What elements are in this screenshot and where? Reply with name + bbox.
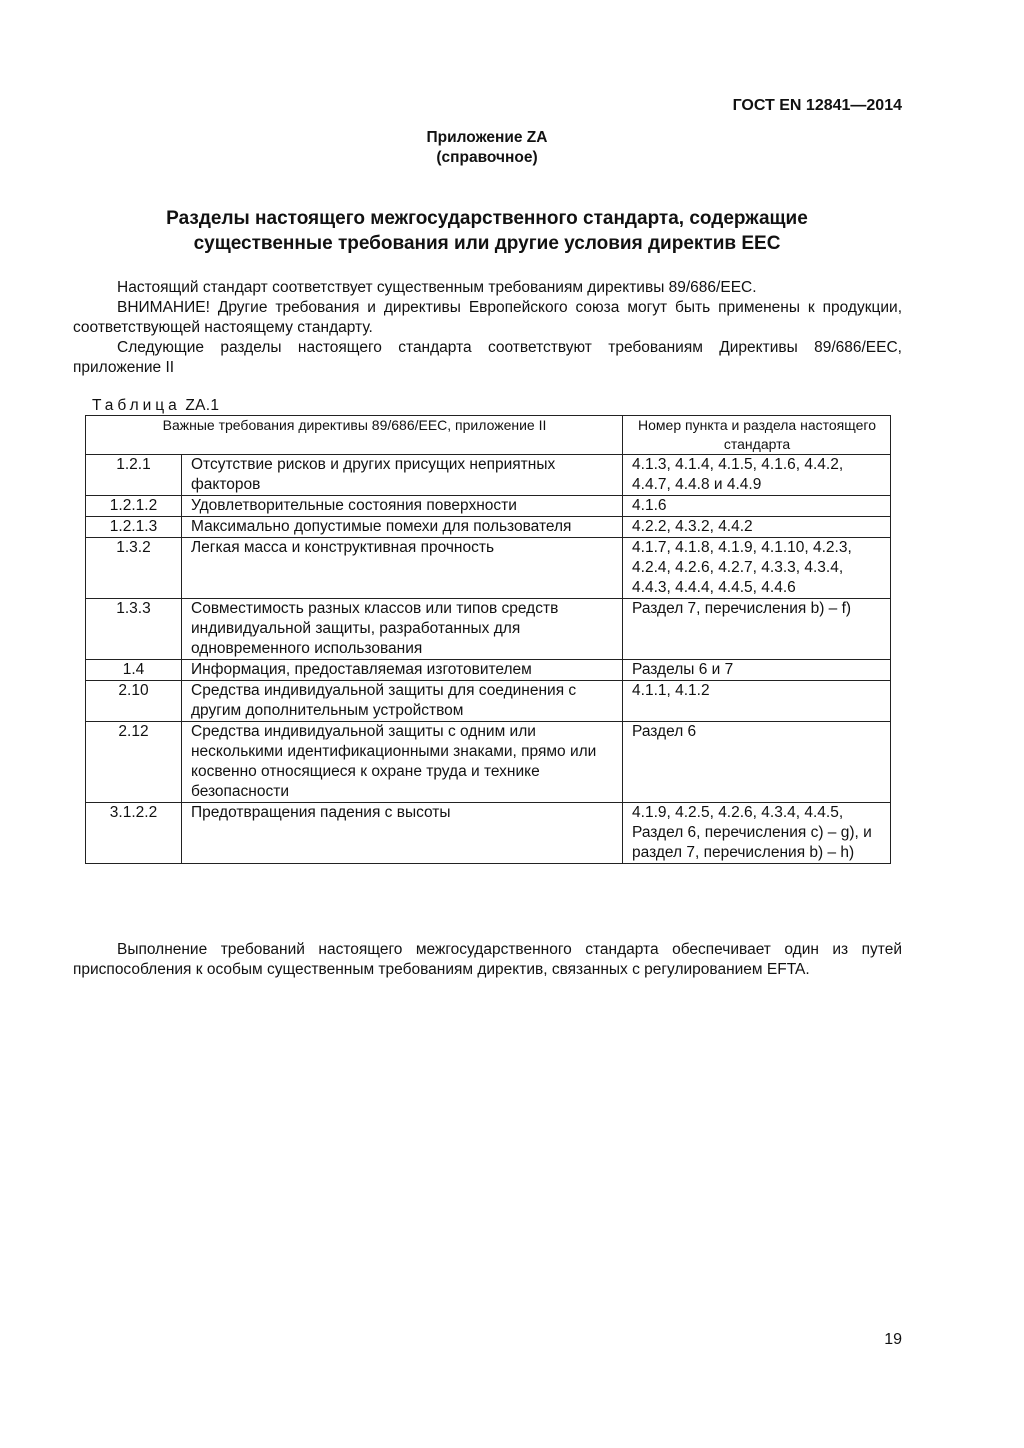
row-number: 3.1.2.2	[86, 803, 182, 864]
table-row	[86, 722, 891, 803]
row-clauses: Разделы 6 и 7	[623, 660, 891, 681]
page-title-line-1: Разделы настоящего межгосударственного стандарта, содержащие	[166, 208, 808, 229]
row-requirement: Средства индивидуальной защиты для соединения с другим дополнительным устройством	[182, 681, 623, 722]
row-clauses: 4.1.7, 4.1.8, 4.1.9, 4.1.10, 4.2.3, 4.2.4, 4.2.6, 4.2.7, 4.3.3, 4.3.4, 4.4.3, 4.4.4, 4.4.5, 4.4.6	[623, 538, 891, 599]
table-row	[86, 803, 891, 864]
table-row	[86, 538, 891, 599]
page-title-line-2: существенные требования или другие условия директив ЕЕС	[193, 233, 781, 254]
row-requirement: Максимально допустимые помехи для пользователя	[182, 517, 623, 538]
table-header-row	[86, 416, 891, 455]
table-row	[86, 496, 891, 517]
row-clauses: 4.1.6	[623, 496, 891, 517]
row-number: 2.12	[86, 722, 182, 803]
row-number: 2.10	[86, 681, 182, 722]
row-clauses: Раздел 7, перечисления b) – f)	[623, 599, 891, 660]
annex-kind: (справочное)	[436, 149, 538, 166]
row-clauses: 4.2.2, 4.3.2, 4.4.2	[623, 517, 891, 538]
document-code: ГОСТ EN 12841—2014	[732, 97, 902, 114]
row-number: 1.2.1	[86, 455, 182, 496]
header-clauses: Номер пункта и раздела настоящего стандарта	[623, 416, 891, 455]
table-caption-word: Таблица	[92, 397, 181, 414]
row-requirement: Информация, предоставляемая изготовителем	[182, 660, 623, 681]
conclusion-text	[73, 940, 902, 980]
table-caption-id: ZA.1	[185, 397, 220, 414]
table-row	[86, 599, 891, 660]
annex-title: Приложение ZA	[426, 129, 548, 146]
table-row	[86, 660, 891, 681]
row-number: 1.4	[86, 660, 182, 681]
conclusion-paragraph: Выполнение требований настоящего межгосударственного стандарта обеспечивает один из путей приспособления к особым существенным требованиям директив, связанных с регулированием EFTA.	[73, 941, 902, 978]
table-row	[86, 517, 891, 538]
table-caption	[92, 397, 219, 415]
intro-text	[73, 278, 902, 378]
row-requirement: Удовлетворительные состояния поверхности	[182, 496, 623, 517]
row-clauses: Раздел 6	[623, 722, 891, 803]
requirements-table	[85, 415, 891, 864]
row-number: 1.3.3	[86, 599, 182, 660]
row-requirement: Совместимость разных классов или типов средств индивидуальной защиты, разработанных для одновременного использования	[182, 599, 623, 660]
row-requirement: Легкая масса и конструктивная прочность	[182, 538, 623, 599]
intro-paragraph-2: ВНИМАНИЕ! Другие требования и директивы Европейского союза могут быть применены к продукции, соответствующей настоящему стандарту.	[73, 299, 902, 336]
row-number: 1.2.1.2	[86, 496, 182, 517]
page-title	[0, 206, 974, 256]
row-clauses: 4.1.1, 4.1.2	[623, 681, 891, 722]
row-clauses: 4.1.9, 4.2.5, 4.2.6, 4.3.4, 4.4.5, Раздел 6, перечисления с) – g), и раздел 7, перечисления b) – h)	[623, 803, 891, 864]
annex-heading	[0, 128, 974, 168]
row-requirement: Предотвращения падения с высоты	[182, 803, 623, 864]
header-requirements: Важные требования директивы 89/686/ЕЕС, приложение II	[86, 416, 623, 455]
row-number: 1.2.1.3	[86, 517, 182, 538]
table-row	[86, 681, 891, 722]
page-number: 19	[884, 1331, 902, 1348]
intro-paragraph-1: Настоящий стандарт соответствует существенным требованиям директивы 89/686/ЕЕС.	[117, 279, 757, 296]
table-row	[86, 455, 891, 496]
row-number: 1.3.2	[86, 538, 182, 599]
row-requirement: Отсутствие рисков и других присущих неприятных факторов	[182, 455, 623, 496]
row-clauses: 4.1.3, 4.1.4, 4.1.5, 4.1.6, 4.4.2, 4.4.7, 4.4.8 и 4.4.9	[623, 455, 891, 496]
row-requirement: Средства индивидуальной защиты с одним или несколькими идентификационными знаками, прямо или косвенно относящиеся к охране труда и технике безопасности	[182, 722, 623, 803]
intro-paragraph-3: Следующие разделы настоящего стандарта соответствуют требованиям Директивы 89/686/ЕЕС, приложение II	[73, 339, 902, 376]
